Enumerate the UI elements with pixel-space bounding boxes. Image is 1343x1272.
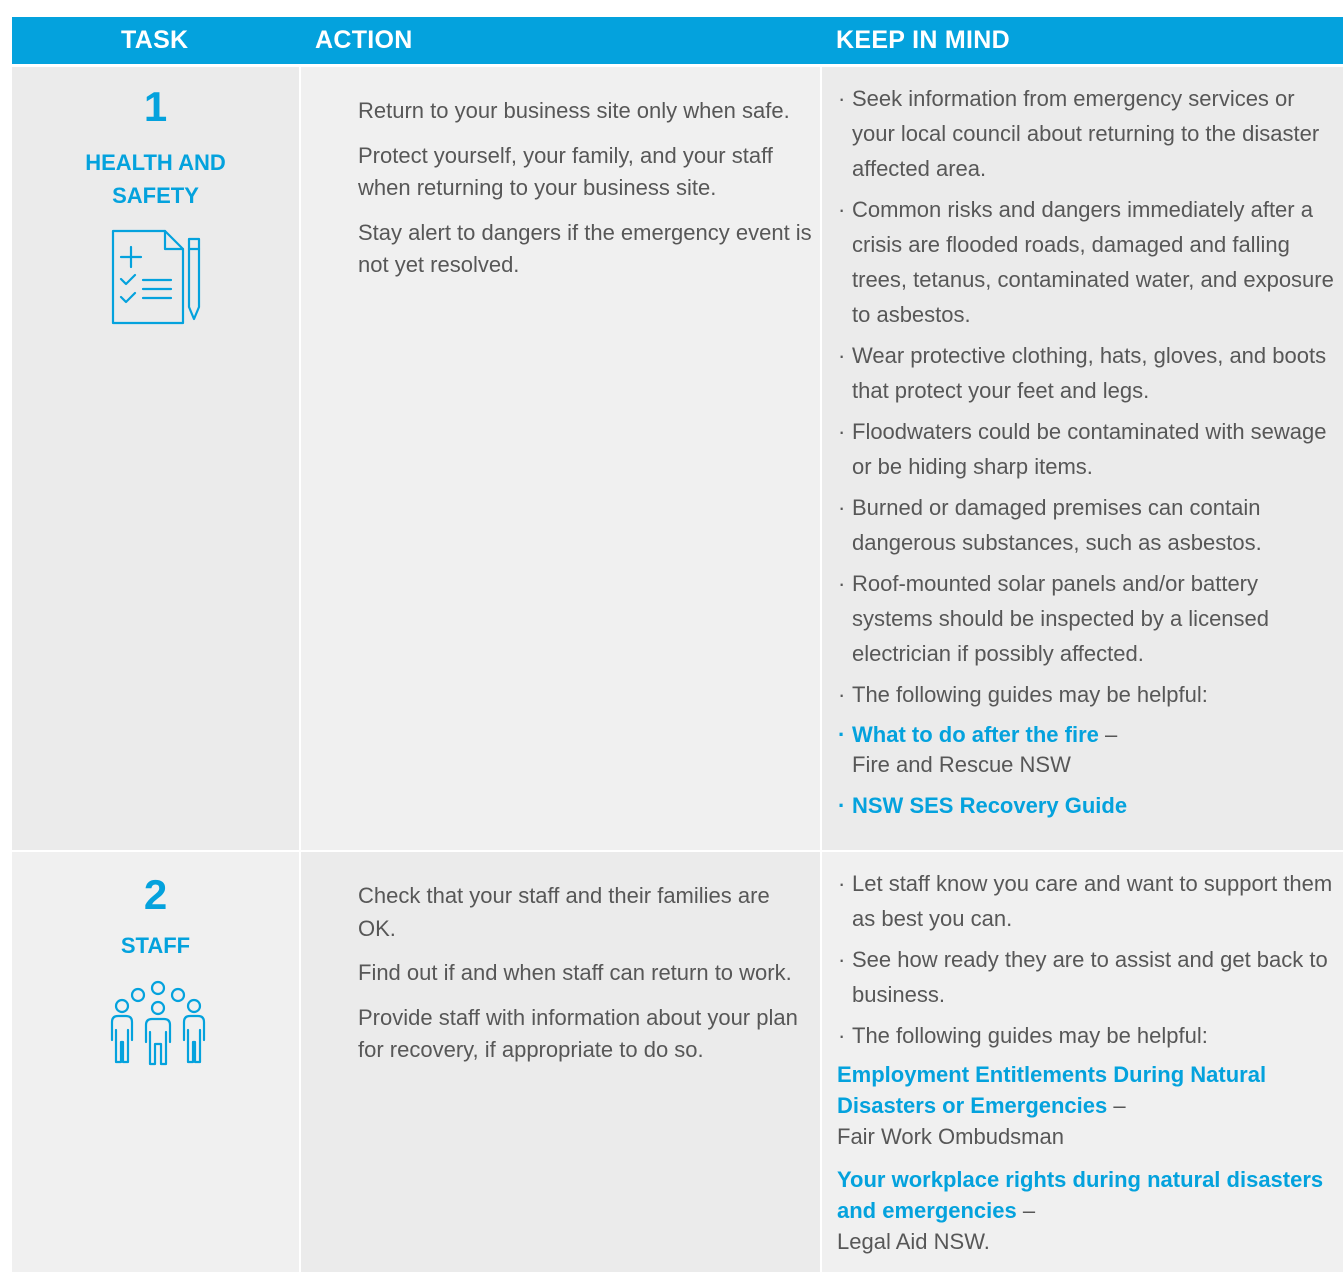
header-task: TASK	[121, 26, 189, 54]
action-paragraph: Protect yourself, your family, and your staff when returning to your business site.	[358, 142, 773, 200]
action-list	[358, 880, 813, 1079]
link-dash: –	[1098, 722, 1118, 747]
action-cell-2	[301, 852, 820, 1272]
guide-link[interactable]: Employment Entitlements During Natural Disasters or Emergencies	[837, 1062, 1267, 1118]
keep-list	[822, 866, 1343, 1263]
action-paragraph: Find out if and when staff can return to work.	[358, 960, 792, 985]
keep-item: · Common risks and dangers immediately after a crisis are flooded roads, damaged and falling trees, tetanus, contaminated water, and exposure to asbestos.	[822, 192, 1343, 332]
keep-list	[822, 81, 1343, 829]
keep-item: · Floodwaters could be contaminated with sewage or be hiding sharp items.	[822, 414, 1343, 484]
guide-link[interactable]: NSW SES Recovery Guide	[852, 793, 1128, 818]
task-title-line1: HEALTH AND	[85, 150, 226, 175]
action-paragraph: Stay alert to dangers if the emergency event is not yet resolved.	[358, 219, 812, 277]
task-cell-2	[12, 852, 299, 1272]
header-action: ACTION	[315, 26, 413, 54]
keep-item: · The following guides may be helpful:	[822, 677, 1343, 712]
checklist-clipboard-icon	[109, 227, 207, 327]
task-title-line2: SAFETY	[112, 183, 199, 208]
header-keep-in-mind: KEEP IN MIND	[836, 26, 1010, 54]
table-header	[12, 17, 1343, 64]
task-title	[12, 929, 299, 962]
guide-link-item	[822, 788, 1343, 823]
task-cell-1	[12, 67, 299, 850]
keep-cell-1	[822, 67, 1343, 850]
action-paragraph: Provide staff with information about your plan for recovery, if appropriate to do so.	[358, 1004, 798, 1062]
people-group-icon	[108, 980, 208, 1066]
link-dash: –	[1107, 1093, 1126, 1118]
link-source: Fair Work Ombudsman	[837, 1124, 1064, 1149]
keep-item: · Burned or damaged premises can contain dangerous substances, such as asbestos.	[822, 490, 1343, 560]
action-cell-1	[301, 67, 820, 850]
keep-cell-2	[822, 852, 1343, 1272]
link-source: Legal Aid NSW.	[837, 1229, 990, 1254]
keep-item: · Wear protective clothing, hats, gloves, and boots that protect your feet and legs.	[822, 338, 1343, 408]
keep-item: · Let staff know you care and want to support them as best you can.	[822, 866, 1343, 936]
action-list	[358, 95, 813, 294]
keep-item: · See how ready they are to assist and get back to business.	[822, 942, 1343, 1012]
guide-link[interactable]: Your workplace rights during natural disasters and emergencies	[837, 1167, 1324, 1223]
guide-link-item	[822, 1059, 1343, 1152]
action-paragraph: Check that your staff and their families are OK.	[358, 883, 770, 941]
keep-item: · The following guides may be helpful:	[822, 1018, 1343, 1053]
task-number: 2	[143, 871, 168, 918]
task-title	[12, 146, 299, 212]
task-number: 1	[143, 83, 168, 130]
task-title-line1: STAFF	[120, 933, 191, 958]
keep-item: · Roof-mounted solar panels and/or battery systems should be inspected by a licensed electrician if possibly affected.	[822, 566, 1343, 671]
keep-item: · Seek information from emergency services or your local council about returning to the disaster affected area.	[822, 81, 1343, 186]
link-source: Fire and Rescue NSW	[852, 752, 1071, 777]
guide-link[interactable]: What to do after the fire	[852, 722, 1099, 747]
guide-link-item	[822, 720, 1343, 780]
guide-link-item	[822, 1164, 1343, 1257]
link-dash: –	[1016, 1198, 1036, 1223]
action-paragraph: Return to your business site only when safe.	[358, 98, 790, 123]
